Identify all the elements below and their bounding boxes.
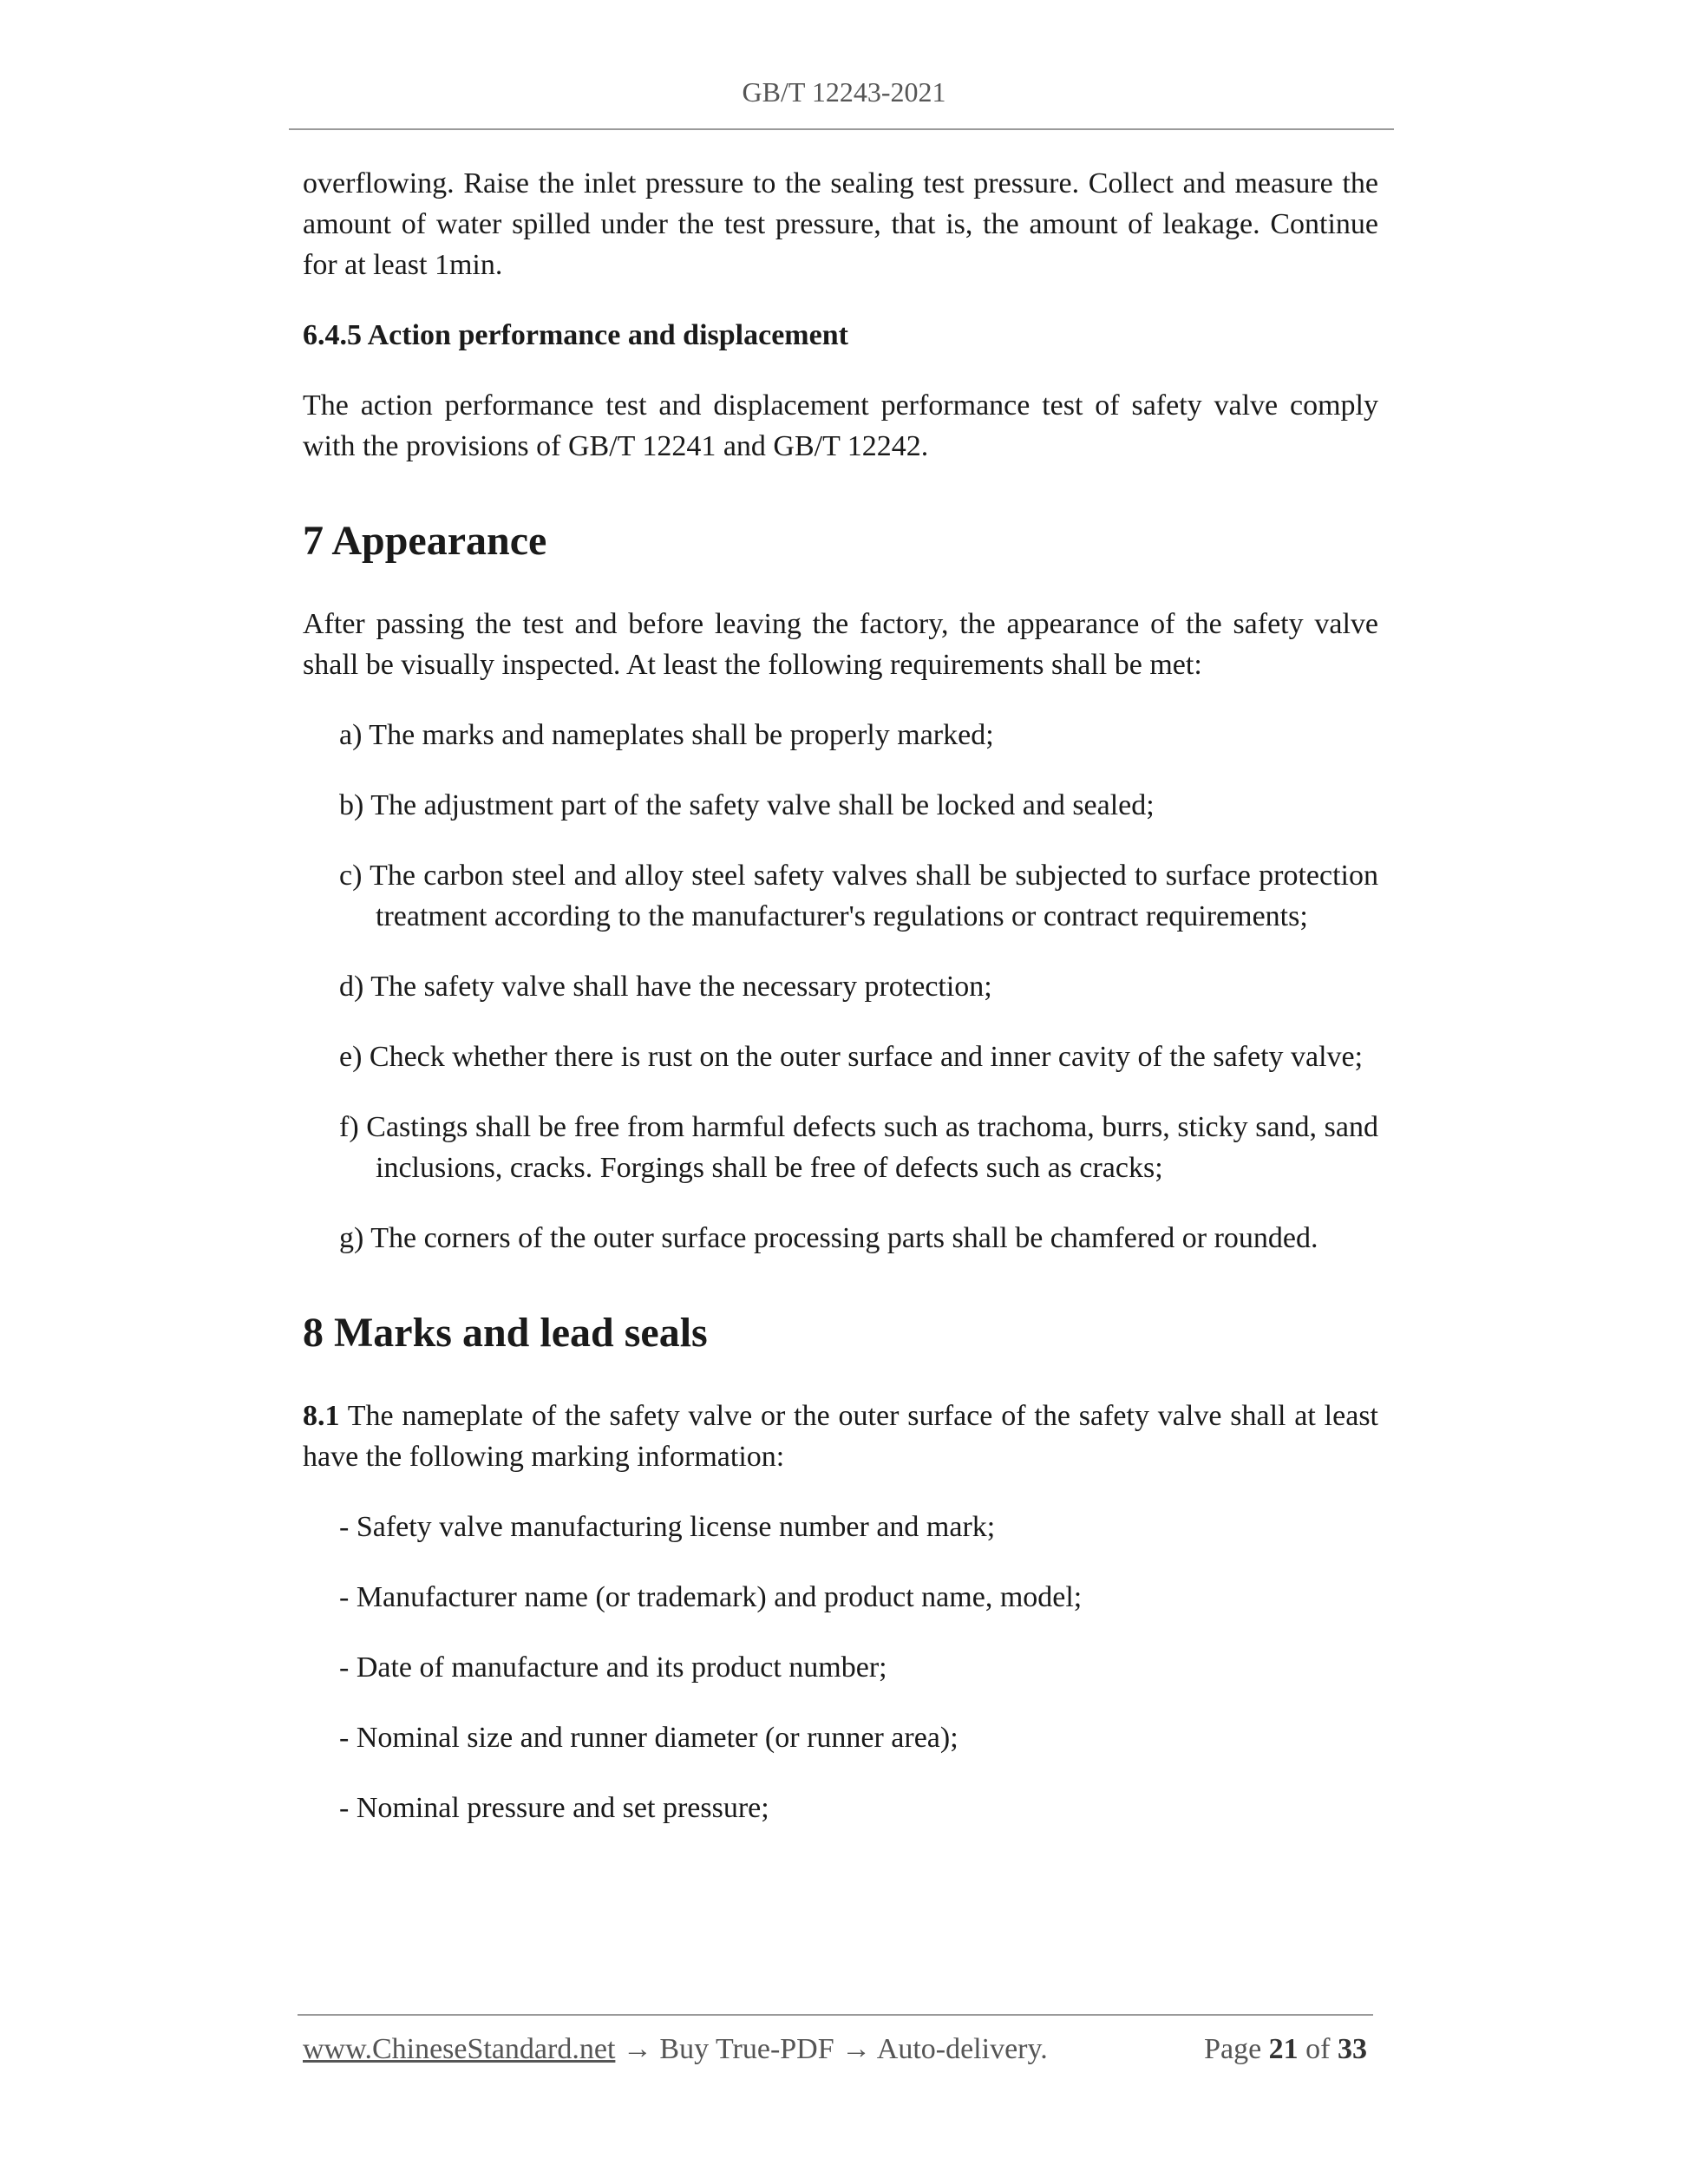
document-body [303,163,1378,1828]
list-item: g) The corners of the outer surface processing parts shall be chamfered or rounded. [339,1222,1318,1254]
list-item: - Date of manufacture and its product number; [339,1651,887,1684]
page-number: 21 [1268,2033,1299,2065]
of-label: of [1305,2033,1331,2065]
heading-section-7: 7 Appearance [303,518,547,564]
page-total: 33 [1338,2033,1367,2065]
header-divider [289,128,1394,130]
paragraph-continued: overflowing. Raise the inlet pressure to the sealing test pressure. Collect and measure the amount of water spilled under the test pressure, that is, the amount of leakage. Continue for at least 1min. [303,167,1378,281]
page-indicator [1204,2033,1367,2066]
clause-number-8-1: 8.1 [303,1400,340,1432]
paragraph-8-1 [303,1396,1378,1477]
appearance-requirements-list [339,715,1378,1259]
list-item: a) The marks and nameplates shall be properly marked; [339,719,994,751]
list-item: b) The adjustment part of the safety valve shall be locked and sealed; [339,789,1155,821]
heading-section-8: 8 Marks and lead seals [303,1310,708,1356]
heading-6-4-5: 6.4.5 Action performance and displacement [303,319,848,351]
list-item: c) The carbon steel and alloy steel safety valves shall be subjected to surface protection treatment according to the manufacturer's regulations or contract requirements; [339,860,1378,932]
footer-divider [298,2014,1373,2016]
page-label: Page [1204,2033,1262,2065]
paragraph-6-4-5: The action performance test and displacement performance test of safety valve comply with the provisions of GB/T 12241 and GB/T 12242. [303,389,1378,462]
list-item: - Nominal pressure and set pressure; [339,1792,769,1824]
list-item: f) Castings shall be free from harmful defects such as trachoma, burrs, sticky sand, sand inclusions, cracks. Forgings shall be free of defects such as cracks; [339,1111,1378,1184]
list-item: - Manufacturer name (or trademark) and product name, model; [339,1581,1083,1613]
list-item: - Safety valve manufacturing license number and mark; [339,1511,996,1543]
paragraph-section-7: After passing the test and before leaving the factory, the appearance of the safety valve shall be visually inspected. At least the following requirements shall be met: [303,608,1378,681]
clause-text-8-1: The nameplate of the safety valve or the outer surface of the safety valve shall at least have the following marking information: [303,1400,1378,1473]
footer-promo [303,2033,1048,2066]
list-item: e) Check whether there is rust on the outer surface and inner cavity of the safety valve; [339,1041,1364,1073]
list-item: - Nominal size and runner diameter (or runner area); [339,1722,958,1754]
site-link[interactable]: www.ChineseStandard.net [303,2033,616,2065]
marking-information-list [339,1507,1378,1828]
promo-text: → Buy True-PDF → Auto-delivery. [615,2033,1048,2065]
list-item: d) The safety valve shall have the necessary protection; [339,971,992,1003]
running-header: GB/T 12243-2021 [742,76,946,108]
